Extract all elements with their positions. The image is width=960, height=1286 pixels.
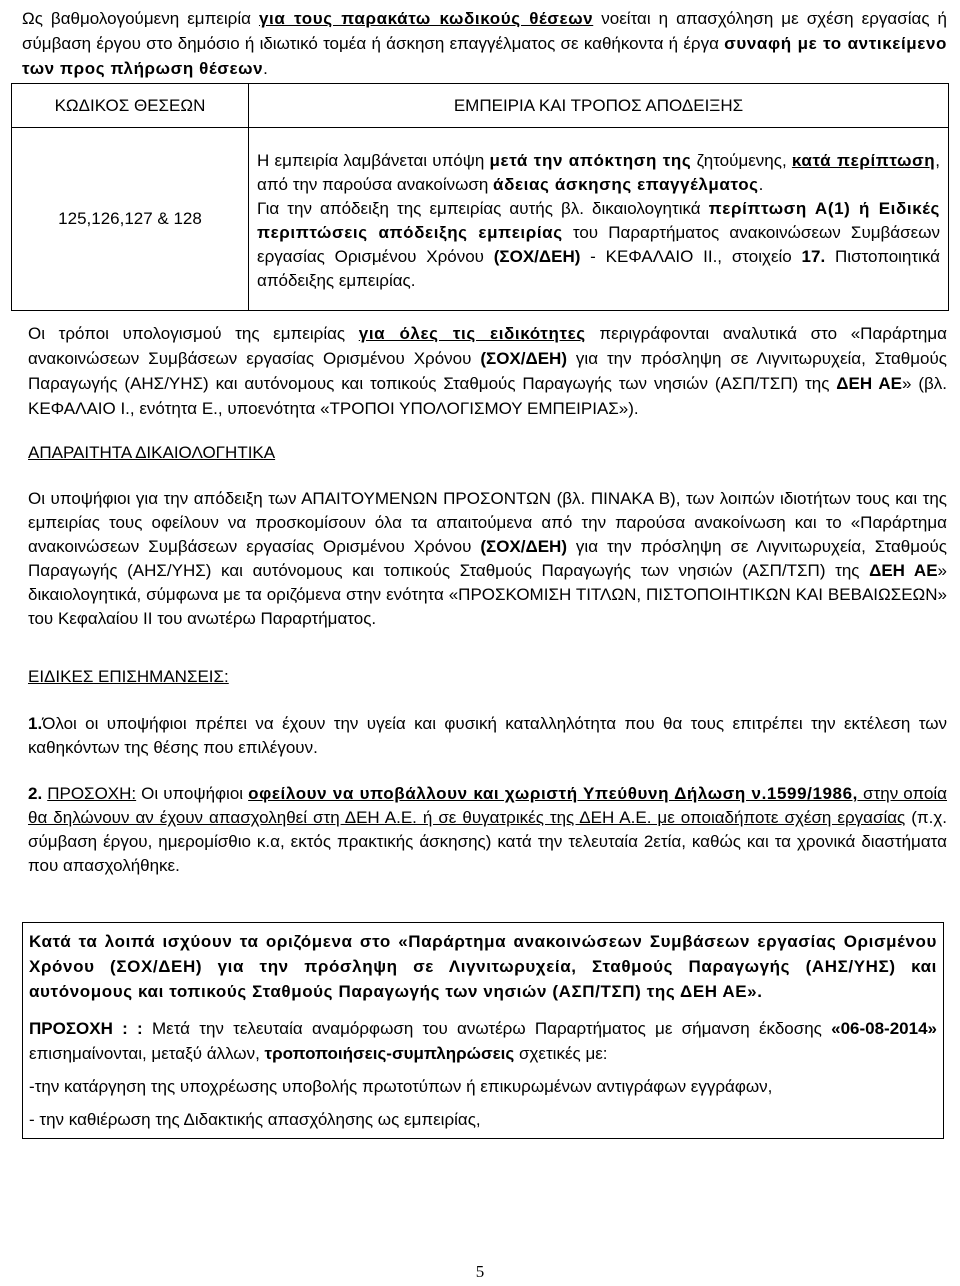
table-row bbox=[12, 128, 949, 311]
note-2: 2. ΠΡΟΣΟΧΗ: Οι υποψήφιοι οφείλουν να υποβάλλουν και χωριστή Υπεύθυνη Δήλωση ν.1599/1986, στην οποία θα δηλώνουν αν έχουν απασχοληθεί στη ΔΕΗ Α.Ε. ή σε θυγατρικές της ΔΕΗ Α.Ε. με οποιαδήποτε σχέση εργασίας (π.χ. σύμβαση έργου, ημερομίσθιο κ.α, εκτός πρακτικής άσκησης) κατά την τελευταία 2ετία, καθώς και τα χρονικά διαστήματα που απασχολήθηκε. bbox=[28, 784, 948, 875]
intro-text: νοείται η απασχόληση με σχέση εργασίας ή σύμβαση έργου στο δημόσιο ή ιδιωτικό τομέα ή άσκηση επαγγέλματος σε καθήκοντα ή έργα bbox=[22, 9, 947, 53]
proof-text: Για την απόδειξη της εμπειρίας αυτής βλ. δικαιολογητικά περίπτωση Α(1) ή Ειδικές περιπτώσεις απόδειξης εμπειρίας του Παραρτήματος ανακοινώσεων Συμβάσεων εργασίας Ορισμένου Χρόνου (ΣΟΧ/ΔΕΗ) - ΚΕΦΑΛΑΙΟ ΙΙ., στοιχείο 17. Πιστοποιητικά απόδειξης εμπειρίας. bbox=[257, 198, 940, 290]
header-experience: ΕΜΠΕΙΡΙΑ ΚΑΙ ΤΡΟΠΟΣ ΑΠΟΔΕΙΞΗΣ bbox=[249, 84, 949, 128]
calculation-paragraph: Οι τρόποι υπολογισμού της εμπειρίας για όλες τις ειδικότητες περιγράφονται αναλυτικά στο «Παράρτημα ανακοινώσεων Συμβάσεων εργασίας Ορισμένου Χρόνου (ΣΟΧ/ΔΕΗ) για την πρόσληψη σε Λιγνιτωρυχεία, Σταθμούς Παραγωγής (ΑΗΣ/ΥΗΣ) και αυτόνομους και τοπικούς Σταθμούς Παραγωγής των νησιών (ΑΣΠ/ΤΣΠ) της ΔΕΗ ΑΕ» (βλ. ΚΕΦΑΛΑΙΟ Ι., ενότητα Ε., υποενότητα «ΤΡΟΠΟΙ ΥΠΟΛΟΓΙΣΜΟΥ ΕΜΠΕΙΡΙΑΣ»). bbox=[28, 324, 948, 418]
box-paragraph-3: -την κατάργηση της υποχρέωσης υποβολής πρωτοτύπων ή επικυρωμένων αντιγράφων εγγράφων, bbox=[29, 1077, 773, 1096]
notice-box bbox=[22, 922, 944, 1139]
experience-cell bbox=[249, 128, 949, 311]
required-documents-heading: ΑΠΑΡΑΙΤΗΤΑ ΔΙΚΑΙΟΛΟΓΗΤΙΚΑ bbox=[28, 443, 276, 462]
box-paragraph-4: - την καθιέρωση της Διδακτικής απασχόλησης ως εμπειρίας, bbox=[29, 1110, 481, 1129]
box-paragraph-2: ΠΡΟΣΟΧΗ : : Μετά την τελευταία αναμόρφωση του ανωτέρω Παραρτήματος με σήμανση έκδοσης «06-08-2014» επισημαίνονται, μεταξύ άλλων, τροποποιήσεις-συμπληρώσεις σχετικές με: bbox=[29, 1019, 937, 1063]
experience-table bbox=[11, 83, 949, 311]
header-code: ΚΩΔΙΚΟΣ ΘΕΣΕΩΝ bbox=[12, 84, 249, 128]
intro-emphasis: για τους παρακάτω κωδικούς θέσεων bbox=[258, 9, 594, 28]
table-header-row bbox=[12, 84, 949, 128]
intro-text: . bbox=[263, 59, 268, 78]
note-1: 1.Όλοι οι υποψήφιοι πρέπει να έχουν την υγεία και φυσική καταλληλότητα που θα τους επιτρέπει την εκτέλεση των καθηκόντων της θέσης που επιλέγουν. bbox=[28, 714, 947, 757]
position-codes: 125,126,127 & 128 bbox=[12, 128, 249, 311]
intro-paragraph bbox=[22, 6, 947, 81]
intro-text: Ως βαθμολογούμενη εμπειρία bbox=[22, 9, 259, 28]
document-page bbox=[22, 6, 948, 1139]
intro-emphasis: συναφή με το αντικείμενο των προς πλήρωση θέσεων bbox=[22, 34, 947, 78]
experience-text: Η εμπειρία λαμβάνεται υπόψη μετά την απόκτηση της ζητούμενης, κατά περίπτωση, από την παρούσα ανακοίνωση άδειας άσκησης επαγγέλματος. bbox=[257, 150, 941, 194]
documents-paragraph: Οι υποψήφιοι για την απόδειξη των ΑΠΑΙΤΟΥΜΕΝΩΝ ΠΡΟΣΟΝΤΩΝ (βλ. ΠΙΝΑΚΑ Β), των λοιπών ιδιοτήτων τους και της εμπειρίας τους οφείλουν να προσκομίσουν όλα τα απαιτούμενα από την παρούσα ανακοίνωση και το «Παράρτημα ανακοινώσεων Συμβάσεων εργασίας Ορισμένου Χρόνου (ΣΟΧ/ΔΕΗ) για την πρόσληψη σε Λιγνιτωρυχεία, Σταθμούς Παραγωγής (ΑΗΣ/ΥΗΣ) και αυτόνομους και τοπικούς Σταθμούς Παραγωγής των νησιών (ΑΣΠ/ΤΣΠ) της ΔΕΗ ΑΕ» δικαιολογητικά, σύμφωνα με τα οριζόμενα στην ενότητα «ΠΡΟΣΚΟΜΙΣΗ ΤΙΤΛΩΝ, ΠΙΣΤΟΠΟΙΗΤΙΚΩΝ ΚΑΙ ΒΕΒΑΙΩΣΕΩΝ» του Κεφαλαίου ΙΙ του ανωτέρω Παραρτήματος. bbox=[28, 489, 947, 628]
box-paragraph-1: Κατά τα λοιπά ισχύουν τα οριζόμενα στο «Παράρτημα ανακοινώσεων Συμβάσεων εργασίας Ορισμένου Χρόνου (ΣΟΧ/ΔΕΗ) για την πρόσληψη σε Λιγνιτωρυχεία, Σταθμούς Παραγωγής (ΑΗΣ/ΥΗΣ) και αυτόνομους και τοπικούς Σταθμούς Παραγωγής των νησιών (ΑΣΠ/ΤΣΠ) της ΔΕΗ ΑΕ». bbox=[29, 932, 937, 1001]
page-number: 5 bbox=[475, 1262, 485, 1281]
special-notes-heading: ΕΙΔΙΚΕΣ ΕΠΙΣΗΜΑΝΣΕΙΣ: bbox=[28, 667, 229, 686]
